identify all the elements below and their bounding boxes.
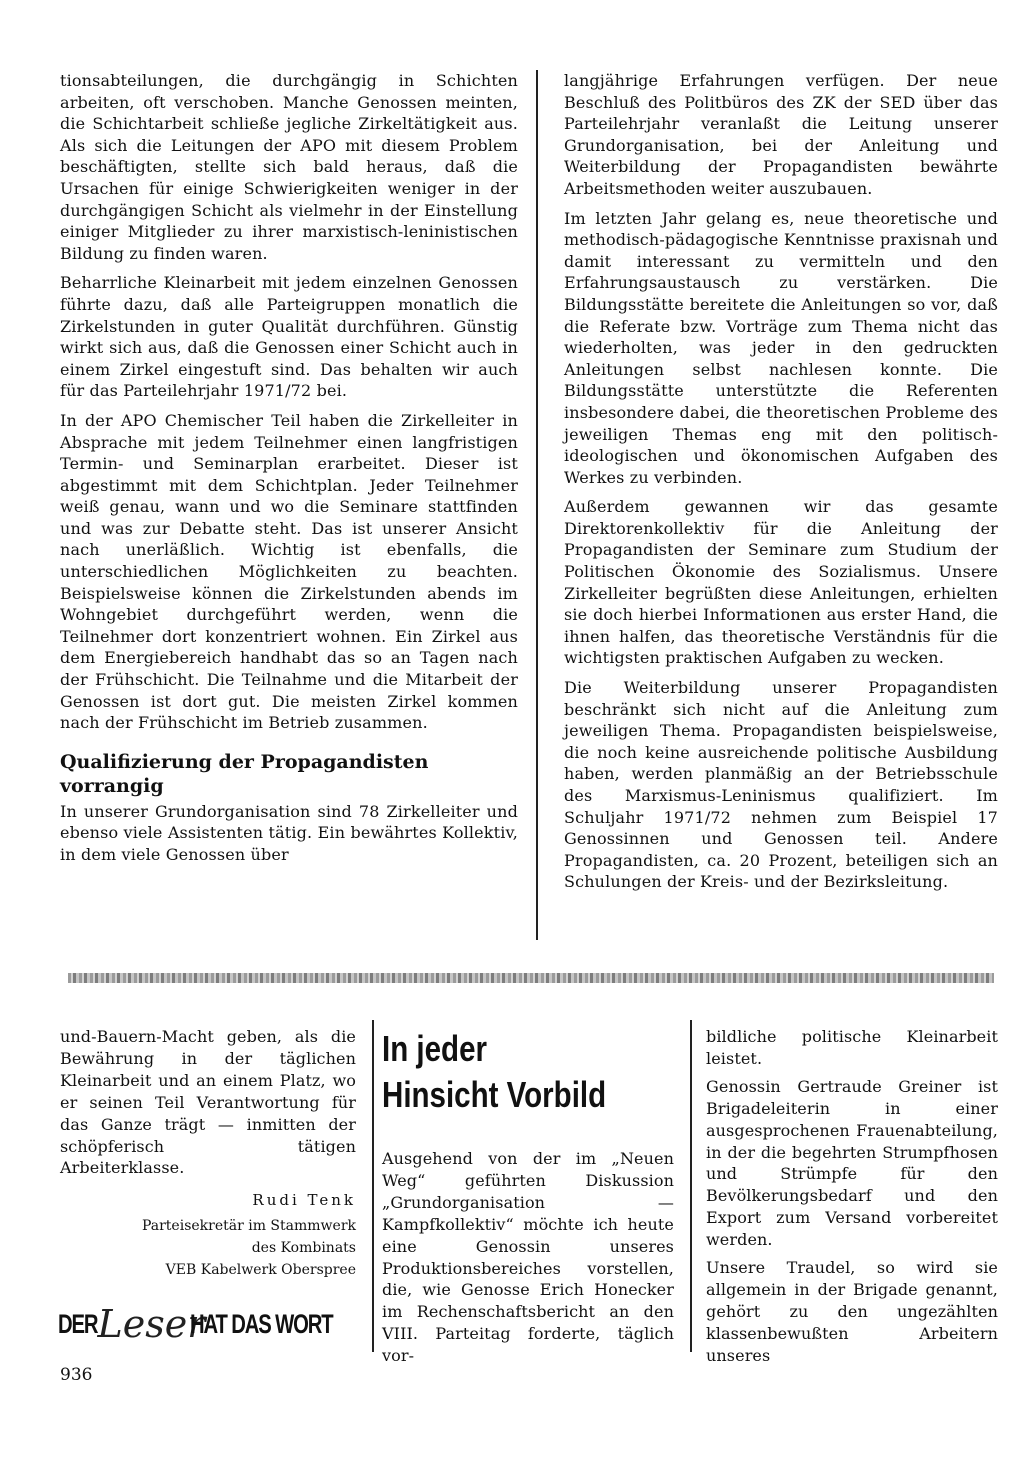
paragraph: In unserer Grundorganisation sind 78 Zirkelleiter und ebenso viele Assistenten tätig. Ein bewährtes Kollektiv, in dem viele Genossen über [60, 801, 518, 864]
column-divider [372, 1020, 374, 1352]
logo-text: DER [58, 1308, 98, 1339]
der-leser-hat-das-wort-logo [58, 1298, 358, 1350]
paragraph: Außerdem gewannen wir das gesamte Direktorenkollektiv für die Anleitung der Propagandisten der Seminare zum Studium der Politischen Ökonomie des Sozialismus. Unsere Zirkelleiter begrüßten diese Anleitungen, erhielten sie doch hierbei Informationen aus erster Hand, die ihnen halfen, das theoretische Verständnis für die wichtigsten praktischen Aufgaben zu wecken. [564, 497, 998, 668]
signature-name: Rudi Tenk [252, 1191, 356, 1210]
paragraph: bildliche politische Kleinarbeit leistet. [706, 1027, 998, 1068]
lower-right-column [706, 1026, 998, 1373]
paragraph: Unsere Traudel, so wird sie allgemein in der Brigade genannt, gehört zu den ungezählten klassenbewußten Arbeitern unseres [706, 1258, 998, 1365]
page-number: 936 [60, 1365, 93, 1385]
signature-role: Parteisekretär im Stammwerk [141, 1218, 356, 1235]
column-divider [536, 70, 538, 940]
separator-band [68, 973, 994, 983]
lower-left-column [60, 1026, 356, 1281]
paragraph: und-Bauern-Macht geben, als die Bewährung in der täglichen Kleinarbeit und an einem Platz, wo er seinen Teil Verantwortung für das Ganze trägt — inmitten der schöpferisch tätigen Arbeiterklasse. [60, 1027, 356, 1178]
paragraph: Die Weiterbildung unserer Propagandisten beschränkt sich nicht auf die Anleitung zum jeweiligen Thema. Propagandisten beispielsweise, die noch keine ausreichende politische Ausbildung haben, werden planmäßig an der Betriebsschule des Marxismus-Leninismus qualifiziert. Im Schuljahr 1971/72 nehmen zum Beispiel 17 Genossinnen und Genossen teil. Andere Propagandisten, ca. 20 Prozent, beteiligen sich an Schulungen der Kreis- und der Bezirksleitung. [564, 678, 998, 892]
paragraph: Im letzten Jahr gelang es, neue theoretische und methodisch-pädagogische Kenntnisse praxisnah und damit interessant zu vermitteln und den Erfahrungsaustausch zu verstärken. Die Bildungsstätte bereitete die Anleitungen so vor, daß die Referate bzw. Vorträge zum Thema nicht das wiederholten, was jeder in den gedruckten Anleitungen selbst nachlesen konnte. Die Bildungsstätte unterstützte die Referenten insbesondere dabei, die theoretischen Probleme des jeweiligen Themas eng mit den politisch-ideologischen und ökonomischen Aufgaben des Werkes zu verbinden. [564, 208, 998, 487]
paragraph: tionsabteilungen, die durchgängig in Schichten arbeiten, oft verschoben. Manche Genossen meinten, die Schichtarbeit schließe jegliche Zirkeltätigkeit aus. Als sich die Leitungen der APO mit diesem Problem beschäftigten, stellte sich bald heraus, daß die Ursachen für einige Schwierigkeiten weniger in der durchgängigen Schicht als vielmehr in der Einstellung einiger Mitglieder zu ihrer marxistisch-leninistischen Bildung zu finden waren. [60, 71, 518, 263]
paragraph: Beharrliche Kleinarbeit mit jedem einzelnen Genossen führte dazu, daß alle Parteigruppen monatlich die Zirkelstunden in guter Qualität durchführen. Günstig wirkt sich aus, daß die Genossen einer Schicht auch in einem Zirkel eingestuft sind. Das behalten wir auch für das Parteilehrjahr 1971/72 bei. [60, 273, 518, 401]
logo-script-text: Leser [97, 1302, 206, 1346]
headline-line: Hinsicht Vorbild [382, 1074, 607, 1115]
upper-left-column [60, 70, 518, 874]
signature-role: VEB Kabelwerk Oberspree [165, 1262, 356, 1279]
signature-role: des Kombinats [251, 1240, 356, 1257]
column-divider [690, 1020, 692, 1352]
paragraph: langjährige Erfahrungen verfügen. Der neue Beschluß des Politbüros des ZK der SED über das Parteilehrjahr veranlaßt die Leitung unserer Grundorganisation, bei der Anleitung und Weiterbildung der Propagandisten bewährte Arbeitsmethoden weiter auszubauen. [564, 71, 998, 198]
paragraph: Ausgehend von der im „Neuen Weg“ geführten Diskussion „Grundorganisation — Kampfkollektiv“ möchte ich heute eine Genossin unseres Produktionsbereiches vorstellen, die, wie Genosse Erich Honecker im Rechenschaftsbericht an den VIII. Parteitag forderte, täglich vor- [382, 1149, 674, 1366]
paragraph: In der APO Chemischer Teil haben die Zirkelleiter in Absprache mit jedem Teilnehmer einen langfristigen Termin- und Seminarplan erarbeitet. Dieser ist abgestimmt mit dem Schichtplan. Jeder Teilnehmer weiß genau, wann und wo die Seminare stattfinden und was zur Debatte steht. Das ist unserer Ansicht nach unerläßlich. Wichtig ist ebenfalls, die unterschiedlichen Möglichkeiten zu beachten. Beispielsweise können die Zirkelstunden abends im Wohngebiet durchgeführt werden, wenn die Teilnehmer dort konzentriert wohnen. Ein Zirkel aus dem Energiebereich handhabt das so an Tagen nach der Frühschicht. Die Teilnahme und die Mitarbeit der Genossen ist dort gut. Die meisten Zirkel kommen nach der Frühschicht im Betrieb zusammen. [60, 410, 518, 733]
article-headline [382, 1026, 621, 1118]
headline-line: In jeder [382, 1028, 487, 1069]
logo-text: HAT DAS WORT [190, 1308, 333, 1339]
lower-middle-column [382, 1026, 674, 1373]
upper-right-column [564, 70, 998, 901]
paragraph: Genossin Gertraude Greiner ist Brigadeleiterin in einer ausgesprochenen Frauenabteilung, in der die begehrten Strumpfhosen und Strümpfe für den Bevölkerungsbedarf und den Export zum Versand vorbereitet werden. [706, 1076, 998, 1250]
section-heading: Qualifizierung der Propagandisten vorrangig [60, 750, 429, 797]
